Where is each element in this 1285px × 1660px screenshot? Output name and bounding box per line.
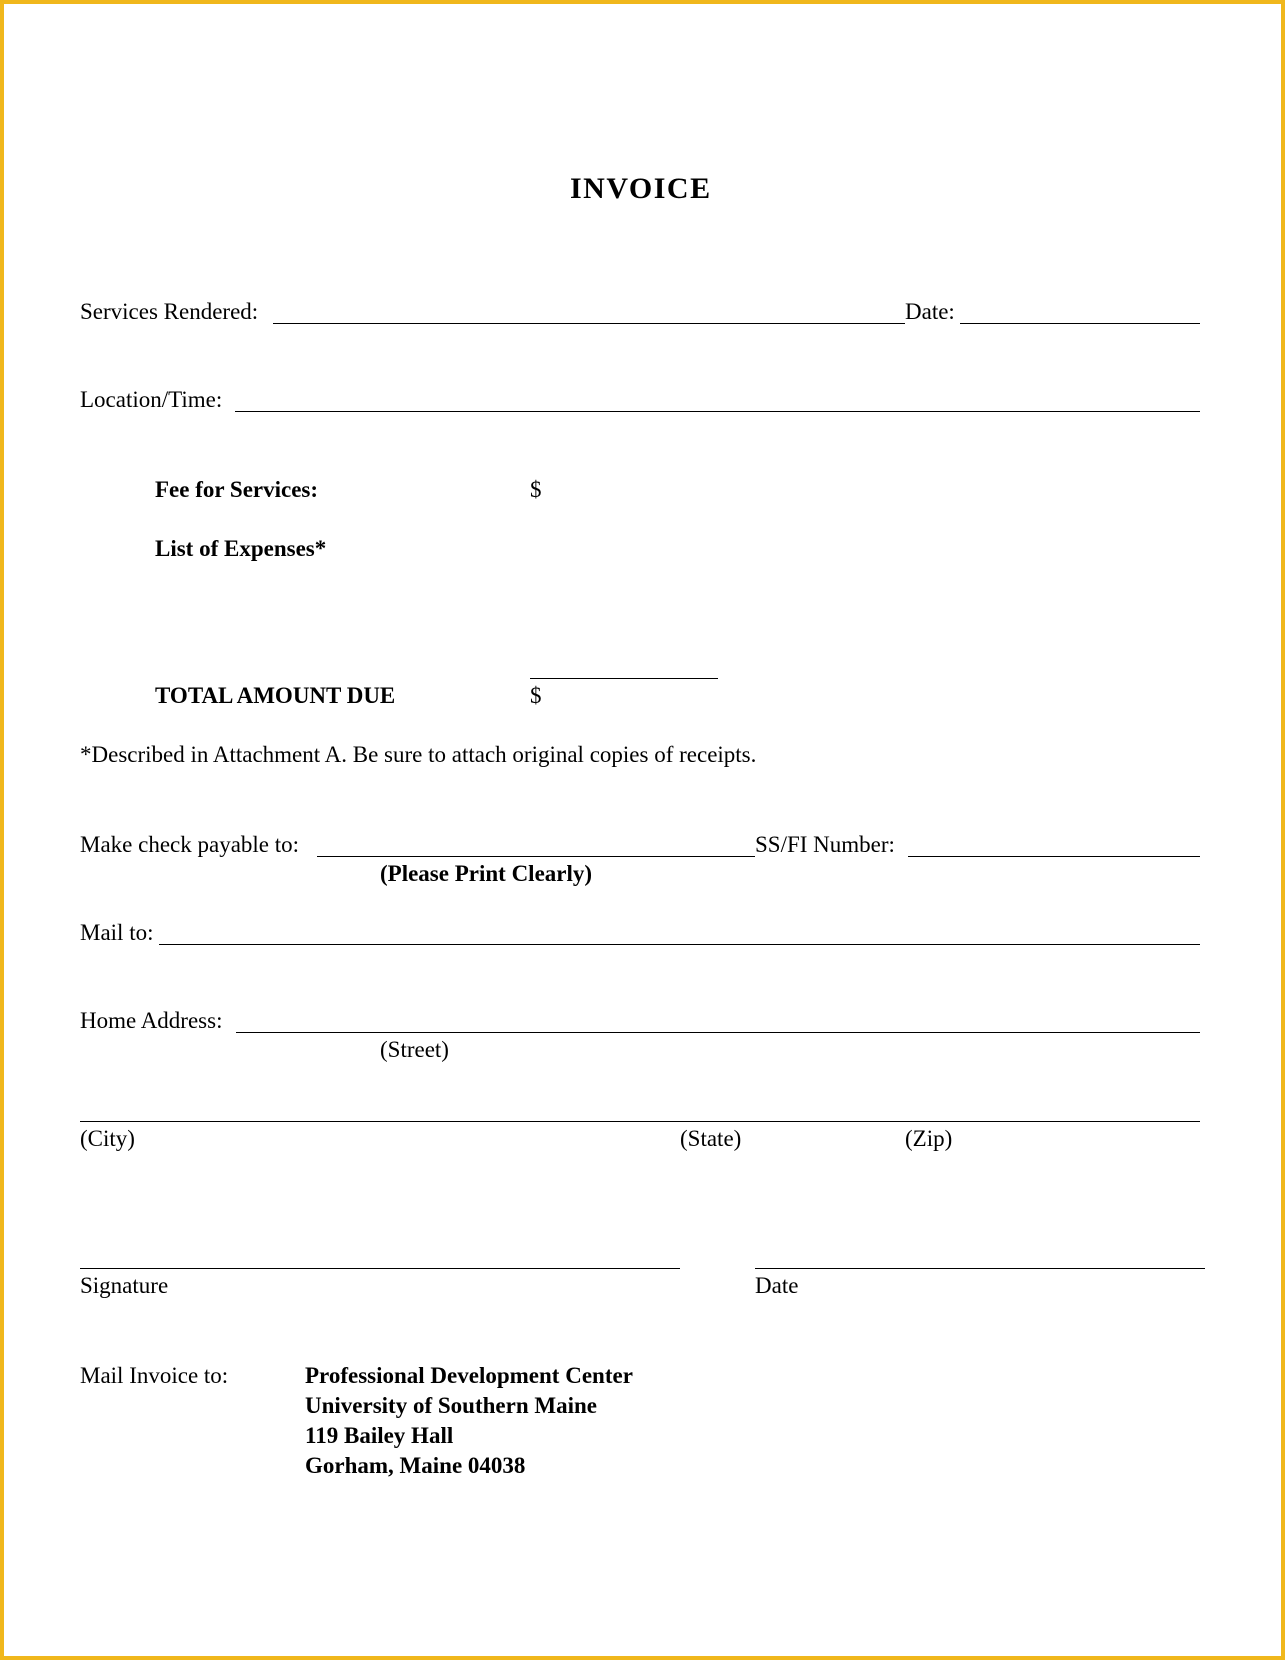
make-check-payable-label: Make check payable to: (80, 832, 300, 857)
date-field[interactable] (960, 323, 1200, 324)
payee-name-field[interactable] (317, 856, 755, 857)
ss-fi-number-field[interactable] (908, 856, 1200, 857)
zip-caption: (Zip) (905, 1126, 953, 1151)
home-address-street-field[interactable] (236, 1032, 1200, 1033)
total-underline (530, 678, 718, 679)
signature-date-field[interactable] (755, 1268, 1205, 1269)
total-currency-symbol: $ (530, 683, 542, 708)
please-print-note: (Please Print Clearly) (380, 861, 593, 886)
services-rendered-field[interactable] (273, 323, 905, 324)
signature-field[interactable] (80, 1268, 680, 1269)
location-time-field[interactable] (235, 411, 1200, 412)
mail-address-line-1: Professional Development Center (305, 1363, 633, 1388)
city-state-zip-field[interactable] (80, 1121, 1200, 1122)
location-time-label: Location/Time: (80, 387, 223, 412)
street-caption: (Street) (380, 1037, 449, 1062)
signature-date-caption: Date (755, 1273, 799, 1298)
ss-fi-number-label: SS/FI Number: (755, 832, 895, 857)
mail-to-field[interactable] (159, 944, 1200, 945)
mail-to-label: Mail to: (80, 920, 154, 945)
mail-address-line-3: 119 Bailey Hall (305, 1423, 454, 1448)
fee-for-services-label: Fee for Services: (155, 477, 319, 502)
home-address-label: Home Address: (80, 1008, 223, 1033)
page-title: INVOICE (570, 172, 712, 205)
services-rendered-label: Services Rendered: (80, 299, 259, 324)
mail-address-line-4: Gorham, Maine 04038 (305, 1453, 526, 1478)
date-label: Date: (905, 299, 955, 324)
mail-address-line-2: University of Southern Maine (305, 1393, 597, 1418)
mail-invoice-to-label: Mail Invoice to: (80, 1363, 229, 1388)
signature-caption: Signature (80, 1273, 169, 1298)
footnote-text: *Described in Attachment A. Be sure to attach original copies of receipts. (80, 742, 757, 767)
total-amount-due-label: TOTAL AMOUNT DUE (155, 683, 396, 708)
list-of-expenses-label: List of Expenses* (155, 536, 327, 561)
city-caption: (City) (80, 1126, 135, 1151)
state-caption: (State) (680, 1126, 742, 1151)
fee-currency-symbol: $ (530, 477, 542, 502)
